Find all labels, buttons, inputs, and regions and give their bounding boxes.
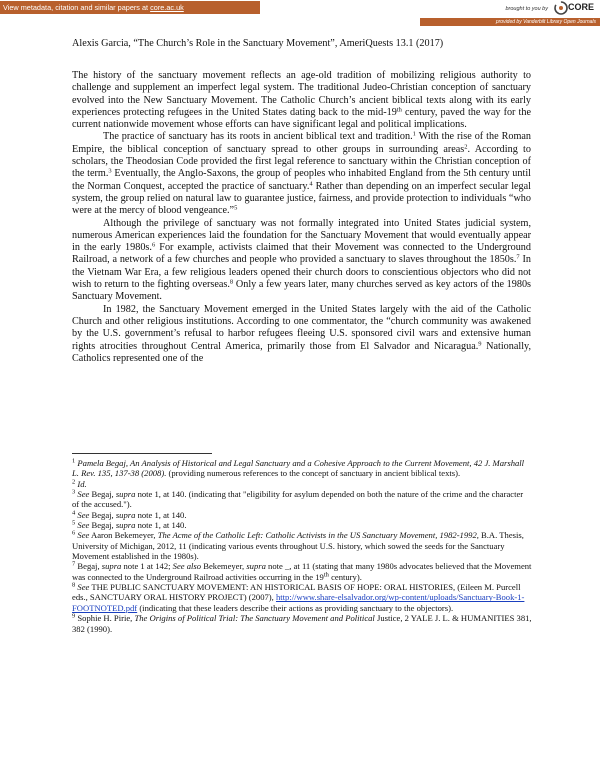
paragraph-2-text: With the rise of the Roman Empire, the biblical conception of sanctuary spread to other groups in surrounding areas xyxy=(72,131,531,155)
paragraph-3-text: Only a few years later, many churches served as key actors of the 1980s Sanctuary Movement. xyxy=(72,279,531,303)
ordinal-superscript: th xyxy=(396,106,402,114)
footnote-text: note 1, at 140. xyxy=(135,520,187,531)
footnote-supra: supra xyxy=(115,520,136,531)
footnote-text: Justice, 2 YALE J. L. & HUMANITIES 381, 382 (1990). xyxy=(72,613,532,634)
core-banner xyxy=(0,0,600,18)
footnote-text: note 1, at 140. xyxy=(135,509,187,520)
footnote-text: Bekemeyer, xyxy=(201,561,247,572)
paragraph-3 xyxy=(72,218,531,304)
footnote-text: (providing numerous references to the concept of sanctuary in ancient biblical texts). xyxy=(166,468,461,479)
footnote-8 xyxy=(72,582,532,613)
footnote-number: 1 xyxy=(72,457,76,465)
body-text xyxy=(72,70,531,365)
footnote-title: The Origins of Political Trial: The Sanctuary Movement and Political xyxy=(134,613,375,624)
footnote-signal: See xyxy=(75,509,90,520)
footnote-ref-6[interactable]: 6 xyxy=(151,241,156,249)
provided-by-bar xyxy=(420,18,600,26)
footnote-text: (indicating that these leaders describe their actions as providing sanctuary to the objectors). xyxy=(137,602,454,613)
footnote-7 xyxy=(72,561,532,582)
footnote-number: 9 xyxy=(72,612,76,620)
footnote-text: note 1, at 140. (indicating that "eligibility for asylum depended on both the nature of the crime and the character of the accused."). xyxy=(72,489,524,510)
footnote-signal: See also xyxy=(172,561,202,572)
footnote-url-link[interactable]: http://www.share-elsalvador.org/wp-content/uploads/Sanctuary-Book-1-FOOTNOTED.pdf xyxy=(72,592,525,613)
footnote-1 xyxy=(72,458,532,479)
footnote-text: century). xyxy=(328,571,362,582)
footnote-text: , B.A. Thesis, University of Michigan, 2012, 11 (indicating various events throughout U.S. history, which sowed the seeds for the Sanctuary Movement established in the 1980s). xyxy=(72,530,524,562)
view-metadata-link[interactable] xyxy=(0,1,260,14)
footnote-signal: See xyxy=(75,489,90,500)
footnote-number: 3 xyxy=(72,488,76,496)
running-header: Alexis Garcia, “The Church’s Role in the Sanctuary Movement”, AmeriQuests 13.1 (2017) xyxy=(72,38,444,49)
footnote-text: note 1 at 142; xyxy=(121,561,173,572)
footnote-signal: See xyxy=(75,582,90,593)
footnote-text: Sophie H. Pirie, xyxy=(75,613,135,624)
footnote-text: Begaj, xyxy=(75,561,102,572)
footnote-number: 2 xyxy=(72,478,76,486)
brought-to-you-text: brought to you by xyxy=(505,6,548,12)
view-metadata-text: View metadata, citation and similar papers at xyxy=(3,3,151,12)
core-name[interactable]: CORE xyxy=(567,2,594,12)
footnotes xyxy=(72,458,532,634)
provided-by-text: provided by Vanderbilt Library Open Journals xyxy=(495,19,596,25)
footnote-text: THE PUBLIC SANCTUARY MOVEMENT: AN HISTORICAL BASIS OF HOPE: ORAL HISTORIES, (Eileen M. Purcell eds., SANCTUARY ORAL HISTORY PROJECT) (2007), xyxy=(72,582,521,603)
paragraph-1-text: The history of the sanctuary movement reflects an age-old tradition of mobilizing religious authority to challenge and supplement an imperfect legal system. The traditional Judeo-Christian conception of sanctuary evolved into the New Sanctuary Movement. The Catholic Church’s ancient biblical texts along with its early experiences protecting refugees in the United States dating back to the mid-19 xyxy=(72,70,531,118)
paragraph-3-text: Although the privilege of sanctuary was not formally integrated into United States judicial system, numerous American experiences laid the foundation for the Sanctuary Movement that would eventually appear in the early 1980s. xyxy=(72,217,531,254)
paragraph-2 xyxy=(72,131,531,217)
footnote-number: 7 xyxy=(72,560,76,568)
paragraph-3-text: For example, activists claimed that their Movement was connected to the Underground Railroad, a network of a few churches and people who provided a sanctuary to slaves throughout the 1850s. xyxy=(72,242,531,266)
footnote-number: 6 xyxy=(72,529,76,537)
footnote-signal: See xyxy=(75,520,90,531)
paragraph-4-text: Nationally, Catholics represented one of the xyxy=(72,340,531,364)
footnote-ref-7[interactable]: 7 xyxy=(516,253,520,261)
footnote-text: note _, at 11 (stating that many 1980s advocates believed that the Movement was connected to the Underground Railroad activities occurring in the 19 xyxy=(72,561,532,582)
paragraph-2-text: The practice of sanctuary has its roots in ancient biblical text and tradition. xyxy=(103,131,413,143)
footnote-ref-3[interactable]: 3 xyxy=(108,167,112,175)
footnote-supra: supra xyxy=(246,561,266,572)
footnote-divider xyxy=(72,453,212,454)
paragraph-2-text: Eventually, the Anglo-Saxons, the group of peoples who inhabited England from the 5th century until the Norman Conquest, accepted the practice of sanctuary. xyxy=(72,168,531,192)
paragraph-2-text: . According to scholars, the Theodosian Code provided the first legal reference to sanctuary within the Christian conception of the term. xyxy=(72,143,531,180)
footnote-number: 5 xyxy=(72,519,76,527)
footnote-ref-8[interactable]: 8 xyxy=(229,278,234,286)
footnote-text: Begaj, xyxy=(89,489,116,500)
paragraph-1 xyxy=(72,70,531,131)
core-ac-uk-link[interactable]: core.ac.uk xyxy=(150,3,184,12)
footnote-number: 4 xyxy=(72,509,76,517)
footnote-3 xyxy=(72,489,532,510)
footnote-2 xyxy=(72,479,532,489)
paragraph-2-text: Rather than depending on an imperfect secular legal system, the group relied on natural law to guarantee justice, fairness, and provide protection to individuals “who were at the mercy of blood vengeance.” xyxy=(72,180,531,217)
footnote-4 xyxy=(72,510,532,520)
footnote-text: Begaj, xyxy=(89,509,116,520)
footnote-ref-9[interactable]: 9 xyxy=(478,340,482,348)
ordinal-superscript: th xyxy=(323,571,329,579)
footnote-text: Begaj, xyxy=(89,520,116,531)
footnote-supra: supra xyxy=(115,509,136,520)
footnote-ref-4[interactable]: 4 xyxy=(309,180,313,188)
paragraph-4-text: In 1982, the Sanctuary Movement emerged in the United States largely with the aid of the Catholic Church and other religious institutions. According to one commentator, the “church community was awakened by the U.S. government’s refusal to harbor refugees fleeing U.S. sponsored civil wars and extensive human rights atrocities throughout Central America, primarily those from El Salvador and Nicaragua. xyxy=(72,303,531,352)
footnote-citation: Id. xyxy=(75,478,87,489)
footnote-supra: supra xyxy=(101,561,122,572)
footnote-title: The Acme of the Catholic Left: Catholic Activists in the US Sanctuary Movement, 1982-1992 xyxy=(157,530,477,541)
footnote-9 xyxy=(72,613,532,634)
footnote-number: 8 xyxy=(72,581,76,589)
footnote-citation: Pamela Begaj, An Analysis of Historical and Legal Sanctuary and a Cohesive Approach to the Current Movement, 42 J. Marshall L. Rev. 135, 137-38 (2008). xyxy=(72,458,525,479)
core-logo-icon xyxy=(554,1,568,15)
footnote-text: Aaron Bekemeyer, xyxy=(89,530,158,541)
footnote-ref-5[interactable]: 5 xyxy=(234,204,238,212)
footnote-ref-2[interactable]: 2 xyxy=(464,143,468,151)
footnote-6 xyxy=(72,530,532,561)
footnote-5 xyxy=(72,520,532,530)
paragraph-1-tail: century, paved the way for the current nationwide movement whose efforts can have significant legal and political implications. xyxy=(72,106,531,131)
footnote-ref-1[interactable]: 1 xyxy=(412,130,416,138)
paragraph-3-text: In the Vietnam War Era, a few religious leaders opened their church doors to conscientious objectors who did not wish to return to the fighting overseas. xyxy=(72,254,531,291)
footnote-supra: supra xyxy=(115,489,136,500)
paragraph-4 xyxy=(72,304,531,365)
footnote-signal: See xyxy=(75,530,90,541)
